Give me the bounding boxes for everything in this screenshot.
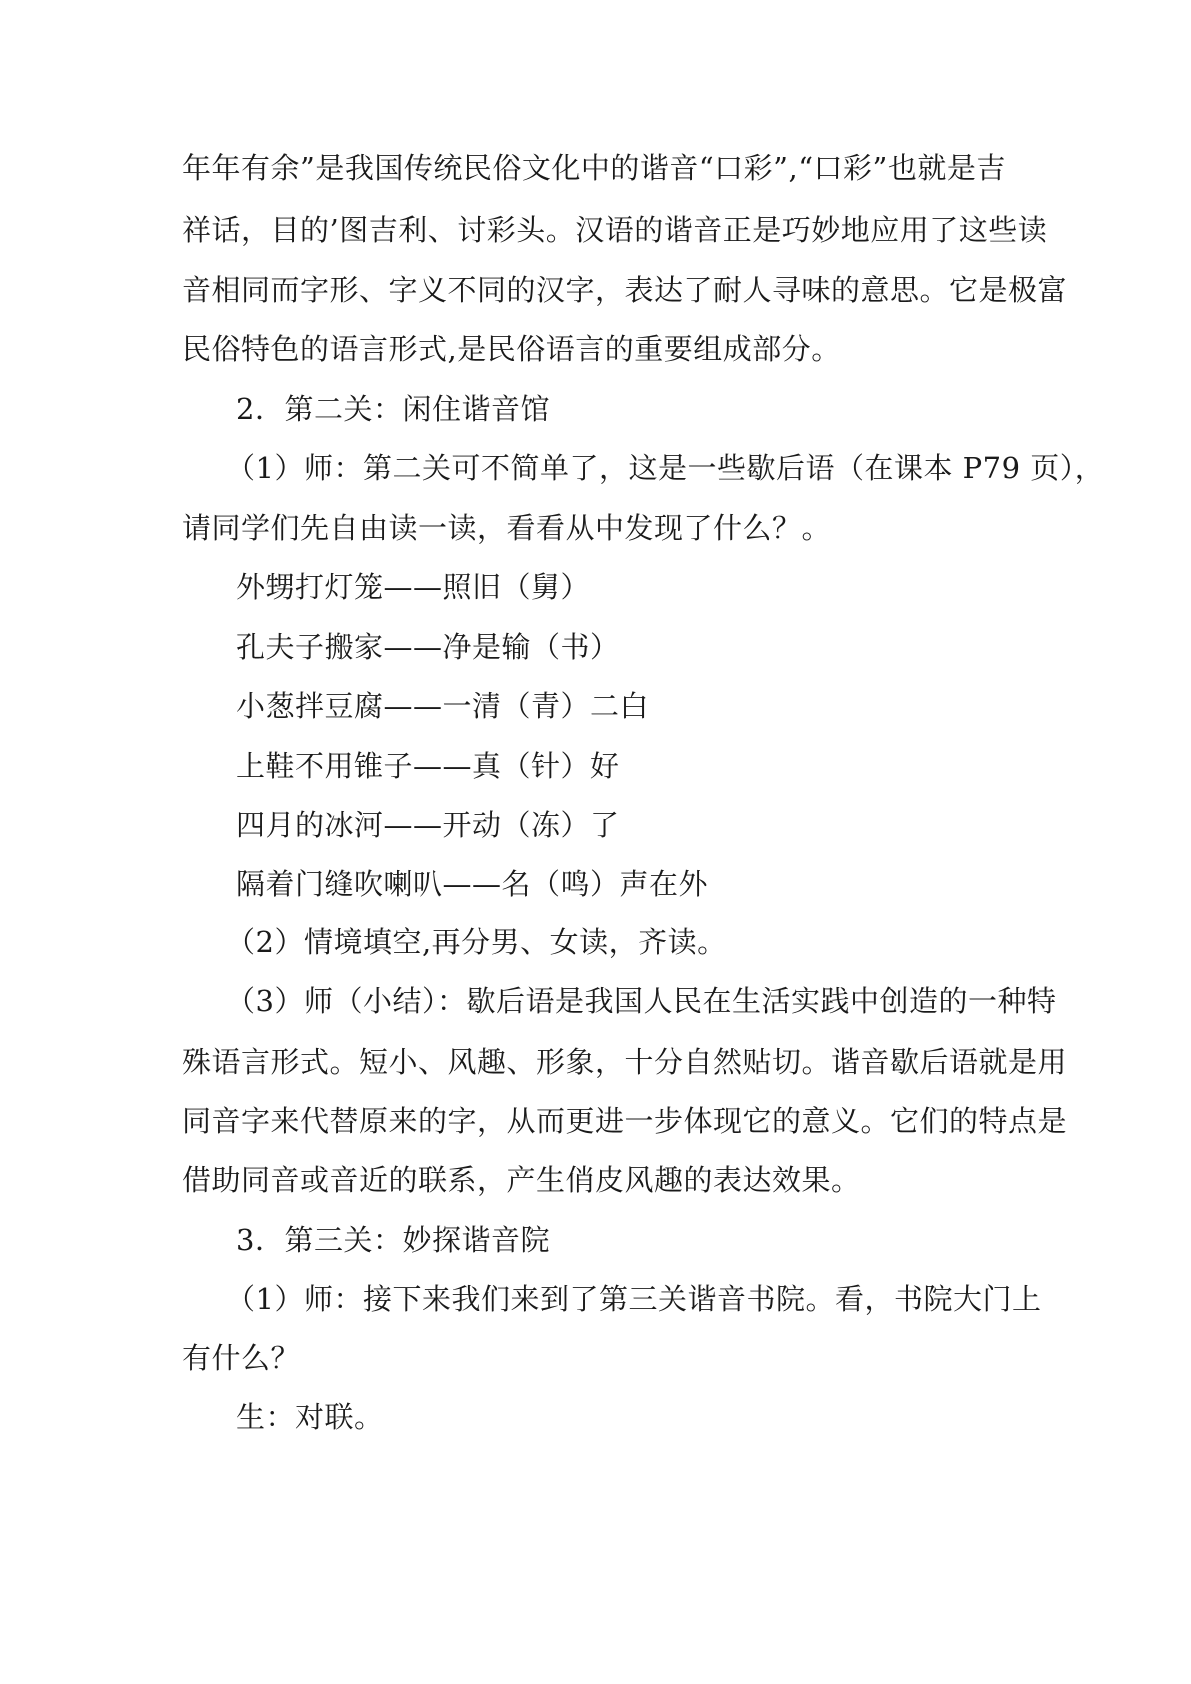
paragraph-line: （1）师：第二关可不简单了，这是一些歇后语（在课本 P79 页）， [226,451,1105,485]
proverb-line: 小葱拌豆腐——一清（青）二白 [236,689,650,723]
section-heading: 3．第三关：妙探谐音院 [236,1223,550,1257]
paragraph-line: （3）师（小结）：歇后语是我国人民在生活实践中创造的一种特 [226,984,1057,1018]
paragraph-line: 音相同而字形、字义不同的汉字，表达了耐人寻味的意思。它是极富 [182,273,1068,307]
proverb-line: 上鞋不用锥子——真（针）好 [236,749,620,783]
paragraph-line: 殊语言形式。短小、风趣、形象，十分自然贴切。谐音歇后语就是用 [182,1045,1068,1079]
paragraph-line: 有什么？ [182,1341,301,1375]
proverb-line: 隔着门缝吹喇叭——名（鸣）声在外 [236,867,709,901]
paragraph-line: （1）师：接下来我们来到了第三关谐音书院。看，书院大门上 [226,1282,1042,1316]
paragraph-line: 同音字来代替原来的字，从而更进一步体现它的意义。它们的特点是 [182,1104,1068,1138]
paragraph-line: 借助同音或音近的联系，产生俏皮风趣的表达效果。 [182,1163,861,1197]
proverb-line: 外甥打灯笼——照旧（舅） [236,570,591,604]
paragraph-line: 祥话，目的’图吉利、讨彩头。汉语的谐音正是巧妙地应用了这些读 [182,213,1048,247]
paragraph-line: （2）情境填空,再分男、女读，齐读。 [226,925,727,959]
paragraph-line: 请同学们先自由读一读，看看从中发现了什么？。 [182,511,832,545]
proverb-line: 四月的冰河——开动（冻）了 [236,808,620,842]
paragraph-line: 年年有余”是我国传统民俗文化中的谐音“口彩”,“口彩”也就是吉 [182,151,1006,185]
proverb-line: 孔夫子搬家——净是输（书） [236,630,620,664]
section-heading: 2．第二关：闲住谐音馆 [236,392,550,426]
paragraph-line: 民俗特色的语言形式,是民俗语言的重要组成部分。 [182,332,841,366]
paragraph-line: 生：对联。 [236,1400,384,1434]
